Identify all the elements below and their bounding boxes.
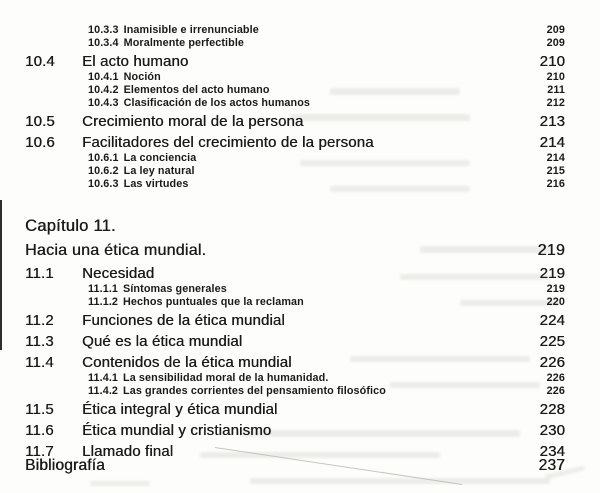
- toc-entry-page: 219: [537, 242, 565, 259]
- toc-entry-title: Noción: [123, 71, 161, 83]
- toc-entry-number: 10.4: [25, 53, 55, 70]
- toc-entry-page: 213: [539, 113, 565, 130]
- toc-entry-number: 11.5: [25, 401, 54, 418]
- toc-entry-page: 216: [546, 178, 565, 190]
- toc-entry-title: Qué es la ética mundial: [82, 333, 243, 350]
- toc-entry-page: 214: [539, 134, 565, 151]
- toc-section-bibliography: [0, 456, 600, 476]
- toc-entry: [0, 400, 600, 419]
- toc-entry: [0, 52, 600, 71]
- bleedthrough-ghost-text: [90, 481, 150, 486]
- toc-section-chapter10: [0, 24, 600, 191]
- toc-entry: [0, 421, 600, 440]
- toc-entry-page: 220: [546, 296, 565, 308]
- toc-entry: [0, 37, 600, 50]
- toc-entry-title: La sensibilidad moral de la humanidad.: [123, 372, 329, 384]
- toc-entry-number: 10.6.3: [88, 178, 119, 190]
- toc-section-chapter11: [0, 214, 600, 461]
- toc-entry-page: 209: [546, 37, 565, 49]
- toc-entry-page: 237: [538, 457, 565, 474]
- toc-entry: [0, 165, 600, 178]
- toc-entry-title: Necesidad: [82, 265, 155, 282]
- toc-entry-number: 10.4.3: [88, 97, 119, 109]
- toc-entry: [0, 24, 600, 37]
- toc-entry-number: 11.7: [25, 443, 54, 460]
- toc-entry: [0, 385, 600, 398]
- toc-entry-page: 225: [539, 333, 565, 350]
- toc-entry-number: 11.3: [25, 333, 54, 350]
- toc-entry: [0, 152, 600, 165]
- toc-entry: [0, 112, 600, 131]
- toc-entry-page: 230: [539, 422, 565, 439]
- toc-entry-page: 224: [539, 312, 565, 329]
- toc-entry: [0, 332, 600, 351]
- toc-entry-number: 11.4.2: [88, 385, 119, 397]
- chapter-heading-text: Capítulo 11.: [25, 217, 116, 235]
- bibliography-title: Bibliografía: [25, 457, 105, 474]
- toc-entry-title: Facilitadores del crecimiento de la persona: [82, 134, 374, 151]
- toc-entry-page: 215: [546, 165, 565, 177]
- toc-entry-title: Síntomas generales: [123, 283, 227, 295]
- toc-entry-title: La ley natural: [123, 165, 195, 177]
- toc-entry-title: Llamado final: [82, 443, 174, 460]
- toc-entry: [0, 296, 600, 309]
- toc-entry-number: 10.3.3: [88, 24, 119, 36]
- toc-entry-page: 214: [546, 152, 565, 164]
- bibliography-row: [0, 456, 600, 476]
- toc-entry-title: Contenidos de la ética mundial: [82, 354, 292, 371]
- toc-entry-number: 11.6: [25, 422, 54, 439]
- toc-entry-number: 10.6.1: [88, 152, 119, 164]
- toc-entry-number: 11.4.1: [88, 372, 119, 384]
- chapter-title-text: Hacia una ética mundial.: [25, 242, 207, 259]
- toc-entry-page: 212: [546, 97, 565, 109]
- toc-entry-title: Inamisible e irrenunciable: [123, 24, 259, 36]
- toc-entry-page: 209: [546, 24, 565, 36]
- toc-entry-number: 11.1.2: [88, 296, 119, 308]
- toc-entry-title: Funciones de la ética mundial: [82, 312, 285, 329]
- toc-entry-page: 226: [546, 385, 565, 397]
- toc-entry: [0, 283, 600, 296]
- toc-entry-number: 10.3.4: [88, 37, 119, 49]
- toc-entry-page: 226: [539, 354, 565, 371]
- toc-entry-title: Moralmente perfectible: [123, 37, 245, 49]
- toc-entry-page: 219: [539, 265, 565, 282]
- toc-entry-page: 210: [539, 53, 565, 70]
- toc-entry-page: 211: [547, 84, 565, 96]
- toc-entry-page: 228: [539, 401, 565, 418]
- toc-entry-title: Elementos del acto humano: [123, 84, 270, 96]
- toc-entry: [0, 133, 600, 152]
- toc-entry-title: Clasificación de los actos humanos: [123, 97, 311, 109]
- toc-entry: [0, 311, 600, 330]
- toc-entry-number: 10.4.2: [88, 84, 119, 96]
- toc-entry-number: 10.4.1: [88, 71, 119, 83]
- toc-entry: [0, 71, 600, 84]
- toc-entry-title: El acto humano: [82, 53, 189, 70]
- toc-entry-number: 11.1.1: [88, 283, 119, 295]
- toc-entry-title: Hechos puntuales que la reclaman: [123, 296, 304, 308]
- toc-entry-page: 210: [546, 71, 565, 83]
- toc-entry-title: Ética integral y ética mundial: [82, 401, 278, 418]
- bleedthrough-ghost-text: [250, 478, 550, 484]
- toc-entry-page: 219: [546, 283, 565, 295]
- toc-entry: [0, 178, 600, 191]
- chapter-title-row: [0, 240, 600, 262]
- toc-entry-title: Las grandes corrientes del pensamiento filosófico: [123, 385, 386, 397]
- toc-entry: [0, 97, 600, 110]
- toc-entry-title: La conciencia: [123, 152, 197, 164]
- toc-entry: [0, 84, 600, 97]
- toc-entry-number: 10.6.2: [88, 165, 119, 177]
- toc-entry: [0, 264, 600, 283]
- chapter-heading: [25, 214, 600, 238]
- toc-entry-page: 234: [539, 443, 565, 460]
- toc-entry-number: 11.1: [25, 265, 54, 282]
- toc-entry-title: Crecimiento moral de la persona: [82, 113, 304, 130]
- toc-entry-number: 10.5: [25, 113, 55, 130]
- toc-entry-title: Ética mundial y cristianismo: [82, 422, 272, 439]
- toc-entry-title: Las virtudes: [123, 178, 189, 190]
- toc-entry-number: 11.2: [25, 312, 54, 329]
- toc-entry-page: 226: [546, 372, 565, 384]
- toc-entry: [0, 353, 600, 372]
- toc-entry-number: 11.4: [25, 354, 54, 371]
- toc-entry-number: 10.6: [25, 134, 55, 151]
- toc-entry: [0, 372, 600, 385]
